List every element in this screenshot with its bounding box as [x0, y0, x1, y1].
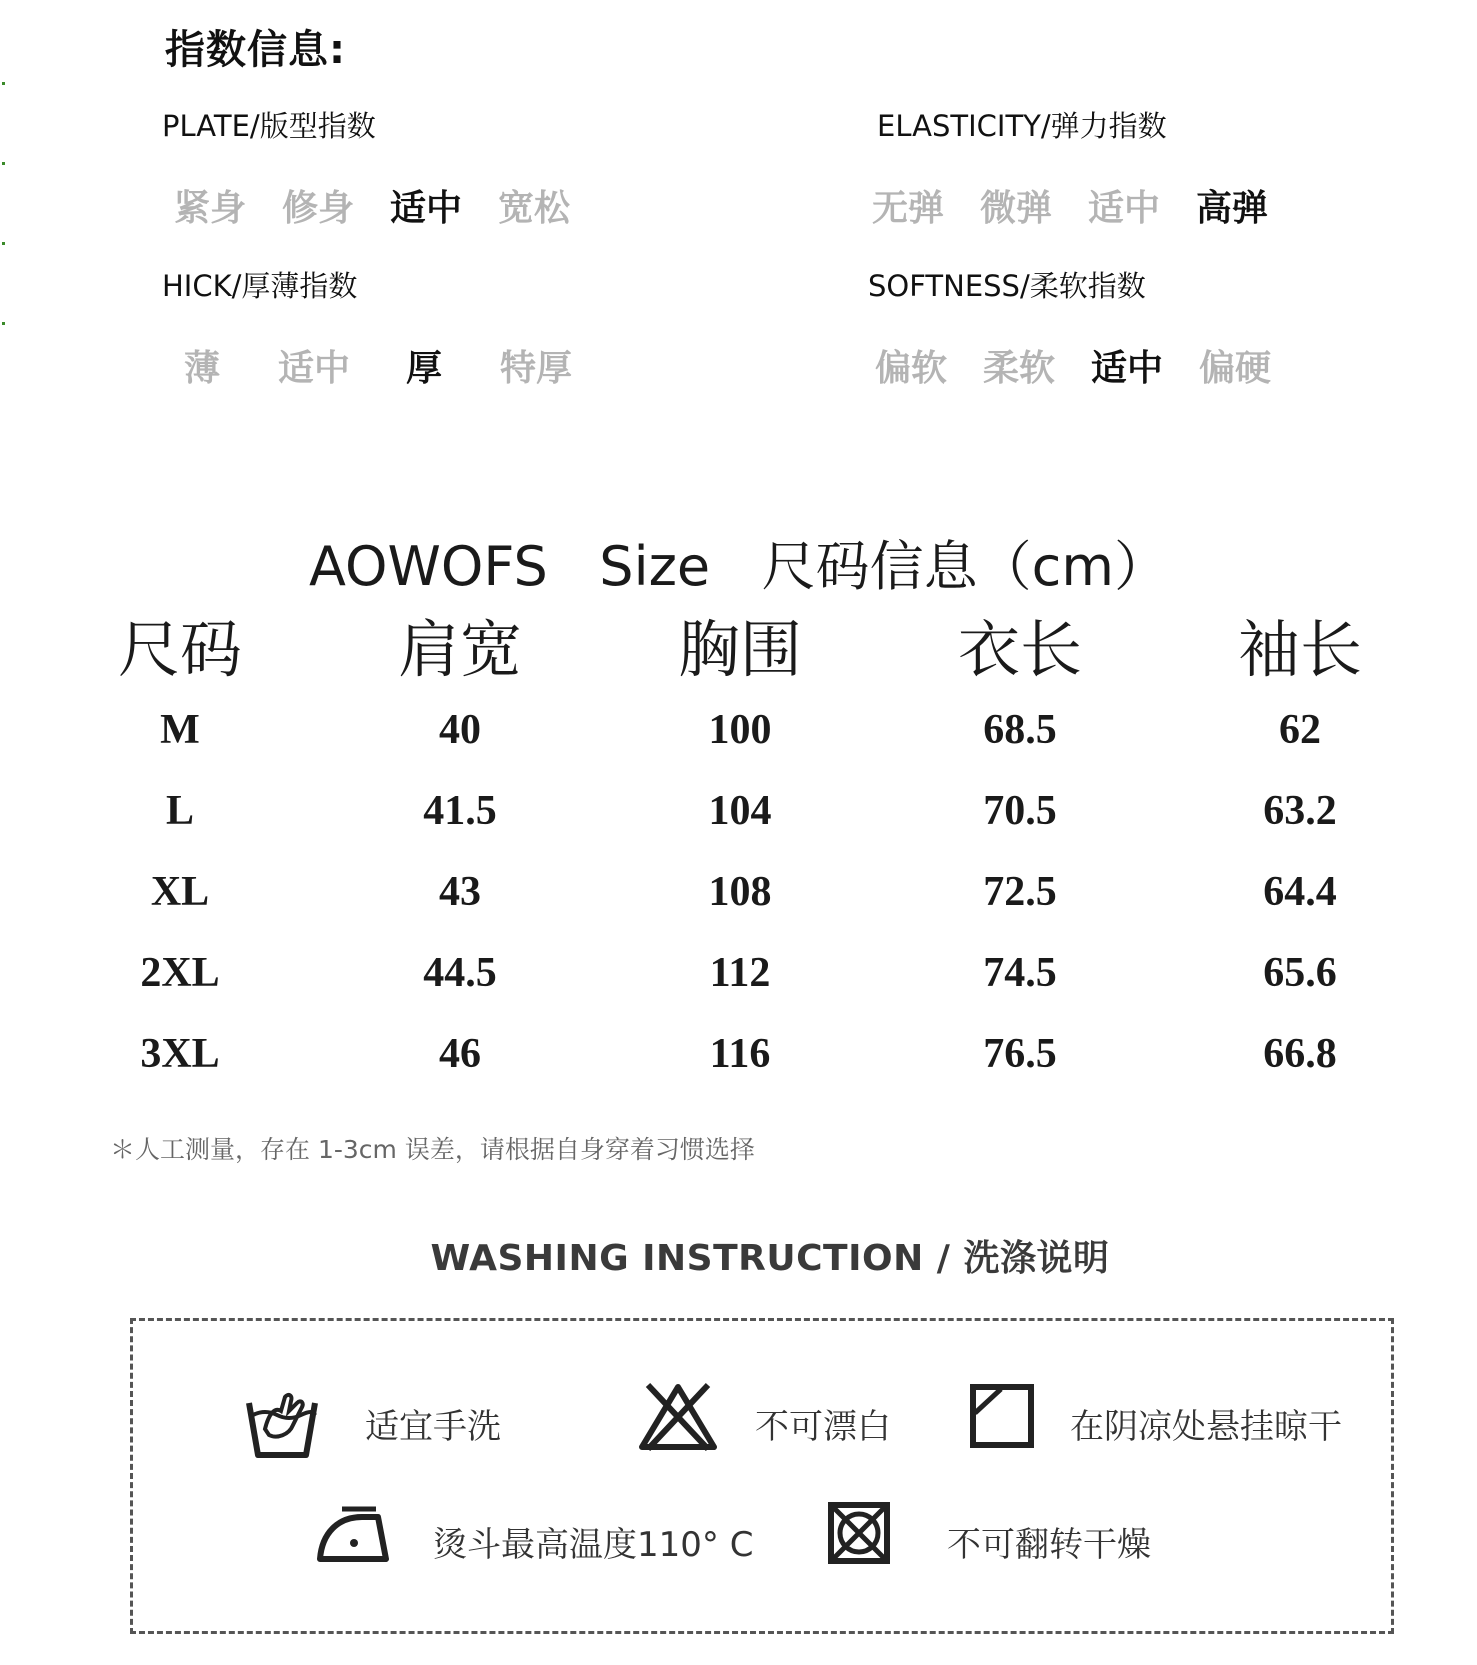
- sleeve-cell: 65.6: [1263, 949, 1337, 996]
- header-chest: 胸围: [677, 613, 802, 686]
- size-cell: L: [165, 787, 194, 834]
- hand-wash-label: 适宜手洗: [365, 1407, 501, 1447]
- table-row: [40, 1013, 1440, 1094]
- elasticity-option: 无弹: [872, 188, 945, 229]
- shoulder-cell: 44.5: [423, 949, 497, 996]
- elasticity-option: 微弹: [980, 188, 1053, 229]
- softness-option: 偏软: [875, 348, 948, 389]
- softness-option-selected: 适中: [1091, 348, 1164, 389]
- thick-options: [184, 340, 610, 391]
- softness-index-label: SOFTNESS/柔软指数: [868, 269, 1146, 303]
- header-shoulder: 肩宽: [397, 613, 522, 686]
- softness-option: 柔软: [983, 348, 1056, 389]
- washing-title: WASHING INSTRUCTION / 洗涤说明: [430, 1238, 1110, 1279]
- chest-cell: 108: [708, 868, 772, 915]
- plate-index-label: PLATE/版型指数: [162, 109, 376, 143]
- chest-cell: 116: [709, 1030, 771, 1077]
- header-length: 衣长: [957, 613, 1082, 686]
- shade-dry-icon: [969, 1383, 1035, 1449]
- length-cell: 74.5: [983, 949, 1057, 996]
- washing-instructions-box: [130, 1318, 1394, 1634]
- length-cell: 76.5: [983, 1030, 1057, 1077]
- length-cell: 70.5: [983, 787, 1057, 834]
- size-cell: 2XL: [140, 949, 220, 996]
- length-cell: 68.5: [983, 706, 1057, 753]
- iron-icon: [316, 1503, 392, 1565]
- no-bleach-icon: [638, 1381, 718, 1451]
- chest-cell: 112: [709, 949, 771, 996]
- hand-wash-icon: [245, 1383, 319, 1459]
- plate-option: 宽松: [498, 188, 571, 229]
- measurement-note: ＊人工测量，存在 1-3cm 误差，请根据自身穿着习惯选择: [110, 1135, 755, 1164]
- thick-index-label: HICK/厚薄指数: [162, 269, 358, 303]
- shoulder-cell: 40: [439, 706, 481, 753]
- sleeve-cell: 62: [1279, 706, 1321, 753]
- plate-option: 修身: [282, 188, 355, 229]
- thick-option-selected: 厚: [406, 348, 443, 389]
- table-row: [40, 770, 1440, 851]
- size-table-header-row: [40, 600, 1440, 689]
- sleeve-cell: 66.8: [1263, 1030, 1337, 1077]
- size-cell: 3XL: [140, 1030, 220, 1077]
- thick-option: 特厚: [500, 348, 573, 389]
- header-size: 尺码: [117, 613, 242, 686]
- shade-dry-label: 在阴凉处悬挂晾干: [1070, 1407, 1342, 1447]
- chest-cell: 100: [708, 706, 772, 753]
- thick-option: 适中: [278, 348, 351, 389]
- size-cell: M: [160, 706, 200, 753]
- header-sleeve: 袖长: [1237, 613, 1362, 686]
- table-row: [40, 851, 1440, 932]
- table-row: [40, 689, 1440, 770]
- plate-option: 紧身: [174, 188, 247, 229]
- page-title: 指数信息:: [165, 27, 346, 73]
- sleeve-cell: 64.4: [1263, 868, 1337, 915]
- size-cell: XL: [150, 868, 210, 915]
- size-table: [40, 600, 1440, 1094]
- no-tumble-dry-label: 不可翻转干燥: [947, 1525, 1151, 1565]
- elasticity-options: [872, 180, 1304, 231]
- shoulder-cell: 41.5: [423, 787, 497, 834]
- size-table-title: AOWOFS Size 尺码信息（cm）: [309, 535, 1168, 598]
- softness-option: 偏硬: [1199, 348, 1272, 389]
- length-cell: 72.5: [983, 868, 1057, 915]
- table-row: [40, 932, 1440, 1013]
- thick-option: 薄: [184, 348, 221, 389]
- shoulder-cell: 43: [439, 868, 481, 915]
- chest-cell: 104: [708, 787, 772, 834]
- plate-option-selected: 适中: [390, 188, 463, 229]
- elasticity-option-selected: 高弹: [1196, 188, 1269, 229]
- iron-label: 烫斗最高温度110° C: [433, 1525, 754, 1565]
- elasticity-option: 适中: [1088, 188, 1161, 229]
- shoulder-cell: 46: [439, 1030, 481, 1077]
- sleeve-cell: 63.2: [1263, 787, 1337, 834]
- no-bleach-label: 不可漂白: [755, 1407, 891, 1447]
- softness-options: [875, 340, 1307, 391]
- no-tumble-dry-icon: [827, 1501, 891, 1565]
- elasticity-index-label: ELASTICITY/弹力指数: [877, 109, 1167, 143]
- plate-options: [174, 180, 606, 231]
